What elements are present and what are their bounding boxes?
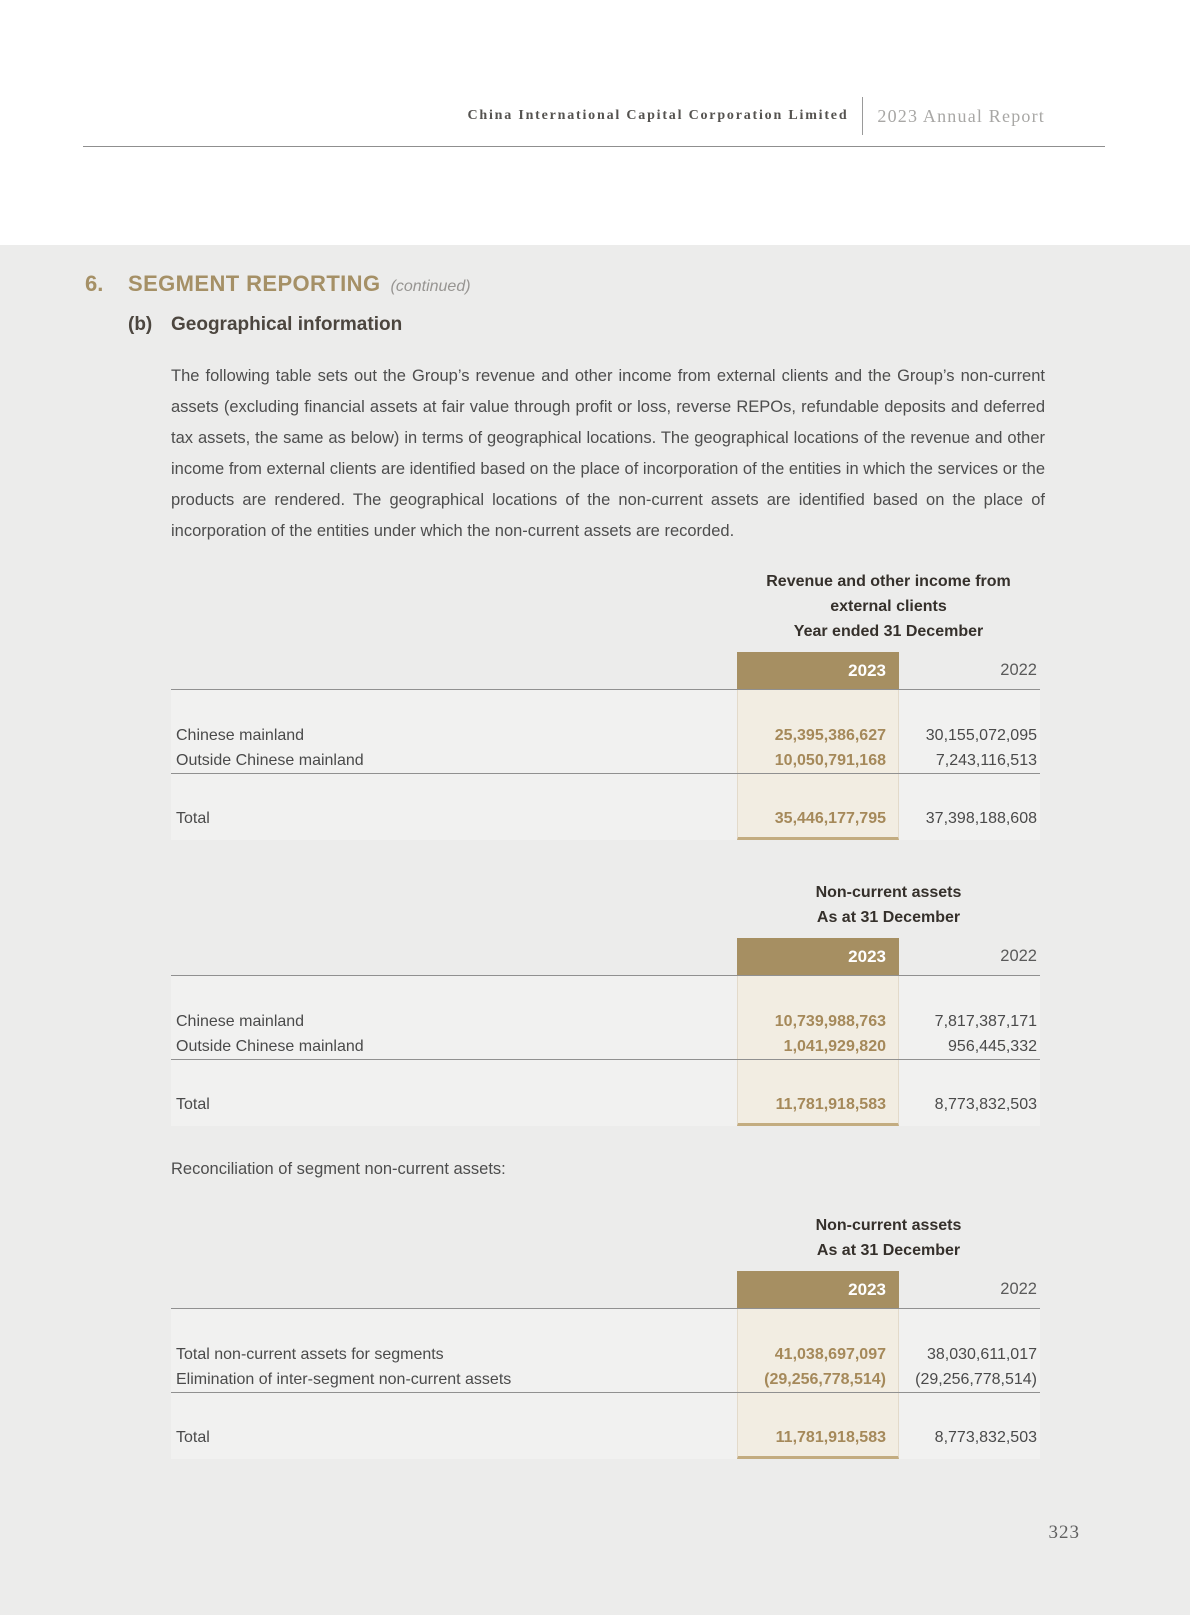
spacer [171, 1309, 1040, 1342]
table1-header-line2: external clients [830, 598, 947, 615]
table-row [171, 723, 1040, 748]
report-title: 2023 Annual Report [877, 105, 1045, 126]
total-label: Total [176, 1095, 210, 1113]
row-label: Elimination of inter-segment non-current assets [176, 1370, 512, 1388]
value-2022: 956,445,332 [948, 1037, 1037, 1055]
value-2022: 38,030,611,017 [926, 1345, 1037, 1363]
spacer [171, 1117, 1040, 1126]
table-rule [171, 773, 1040, 774]
table-reconciliation [171, 1213, 1040, 1459]
section-continued-label: (continued) [390, 278, 471, 295]
table1-header-lines [737, 569, 1040, 644]
value-2022: (29,256,778,514) [915, 1370, 1037, 1388]
table2-col-2022: 2022 [1000, 947, 1037, 965]
value-2023: 41,038,697,097 [774, 1345, 886, 1363]
row-label: Chinese mainland [176, 1012, 305, 1030]
section-title: SEGMENT REPORTING [128, 271, 381, 296]
subsection-number: (b) [128, 314, 153, 335]
spacer [171, 976, 1040, 1009]
spacer [171, 1450, 1040, 1459]
running-header [467, 97, 1045, 135]
company-name: China International Capital Corporation Limited [467, 108, 849, 123]
table2-header-lines [737, 880, 1040, 930]
subsection-title: Geographical information [171, 314, 403, 335]
table2-col-2023: 2023 [737, 938, 899, 975]
value-2023: 1,041,929,820 [783, 1037, 886, 1055]
reconciliation-caption: Reconciliation of segment non-current assets: [171, 1160, 506, 1178]
total-label: Total [176, 1428, 210, 1446]
table-row [171, 1367, 1040, 1392]
table1-header-line1: Revenue and other income from [766, 573, 1011, 590]
section-number: 6. [85, 271, 104, 296]
header-divider [862, 97, 863, 135]
table3-col-2022: 2022 [1000, 1280, 1037, 1298]
table-row [171, 1342, 1040, 1367]
table2-year-row [171, 938, 1040, 975]
intro-paragraph: The following table sets out the Group’s revenue and other income from external clients and the Group’s non-current assets (excluding financial assets at fair value through profit or loss, reverse REPOs, refundable deposits and deferred tax assets, the same as below) in terms of geographical locations. The geographical locations of the revenue and other income from external clients are identified based on the place of incorporation of the entities in which the services or the products are rendered. The geographical locations of the non-current assets are identified based on the place of incorporation of the entities under which the non-current assets are recorded. [171, 367, 1045, 540]
table-revenue-geographical [171, 569, 1040, 840]
table-rule [171, 1392, 1040, 1393]
table3-body [171, 1308, 1040, 1459]
table1-col-2023: 2023 [737, 652, 899, 689]
total-value-2022: 8,773,832,503 [934, 1428, 1037, 1446]
table-row [171, 748, 1040, 773]
table-rule [171, 1059, 1040, 1060]
value-2023: 10,050,791,168 [774, 751, 886, 769]
table-total-row [171, 806, 1040, 831]
page-content [0, 245, 1190, 1615]
table2-body [171, 975, 1040, 1126]
total-value-2023: 11,781,918,583 [775, 1428, 886, 1446]
table3-col-2023: 2023 [737, 1271, 899, 1308]
table1-body [171, 689, 1040, 840]
page-number: 323 [1048, 1522, 1080, 1543]
table-total-row [171, 1092, 1040, 1117]
table2-header-line2: As at 31 December [816, 909, 961, 926]
table1-header-line3: Year ended 31 December [793, 623, 984, 640]
table-row [171, 1034, 1040, 1059]
subsection-heading [128, 314, 1190, 336]
page-top-band [0, 0, 1190, 245]
table3-header-line2: As at 31 December [816, 1242, 961, 1259]
table-row [171, 1009, 1040, 1034]
table3-header [171, 1213, 1040, 1263]
spacer [171, 1060, 1040, 1092]
value-2023: 10,739,988,763 [774, 1012, 886, 1030]
table1-header [171, 569, 1040, 644]
table3-header-lines [737, 1213, 1040, 1263]
total-value-2023: 11,781,918,583 [775, 1095, 886, 1113]
table-total-row [171, 1425, 1040, 1450]
table3-header-line1: Non-current assets [815, 1217, 962, 1234]
table2-header [171, 880, 1040, 930]
table1-col-2022: 2022 [1000, 661, 1037, 679]
header-rule [83, 146, 1105, 147]
table2-header-line1: Non-current assets [815, 884, 962, 901]
spacer [171, 831, 1040, 840]
row-label: Outside Chinese mainland [176, 751, 364, 769]
value-2022: 7,817,387,171 [934, 1012, 1037, 1030]
total-value-2023: 35,446,177,795 [774, 809, 886, 827]
row-label: Chinese mainland [176, 726, 305, 744]
total-label: Total [176, 809, 210, 827]
table-noncurrent-assets [171, 880, 1040, 1126]
spacer [171, 1393, 1040, 1425]
value-2022: 30,155,072,095 [925, 726, 1037, 744]
section-heading [85, 271, 1190, 297]
row-label: Total non-current assets for segments [176, 1345, 444, 1363]
total-value-2022: 37,398,188,608 [925, 809, 1037, 827]
table3-year-row [171, 1271, 1040, 1308]
spacer [171, 690, 1040, 723]
value-2022: 7,243,116,513 [935, 751, 1037, 769]
spacer [171, 774, 1040, 806]
value-2023: 25,395,386,627 [774, 726, 886, 744]
table1-year-row [171, 652, 1040, 689]
value-2023: (29,256,778,514) [764, 1370, 886, 1388]
total-value-2022: 8,773,832,503 [934, 1095, 1037, 1113]
row-label: Outside Chinese mainland [176, 1037, 364, 1055]
